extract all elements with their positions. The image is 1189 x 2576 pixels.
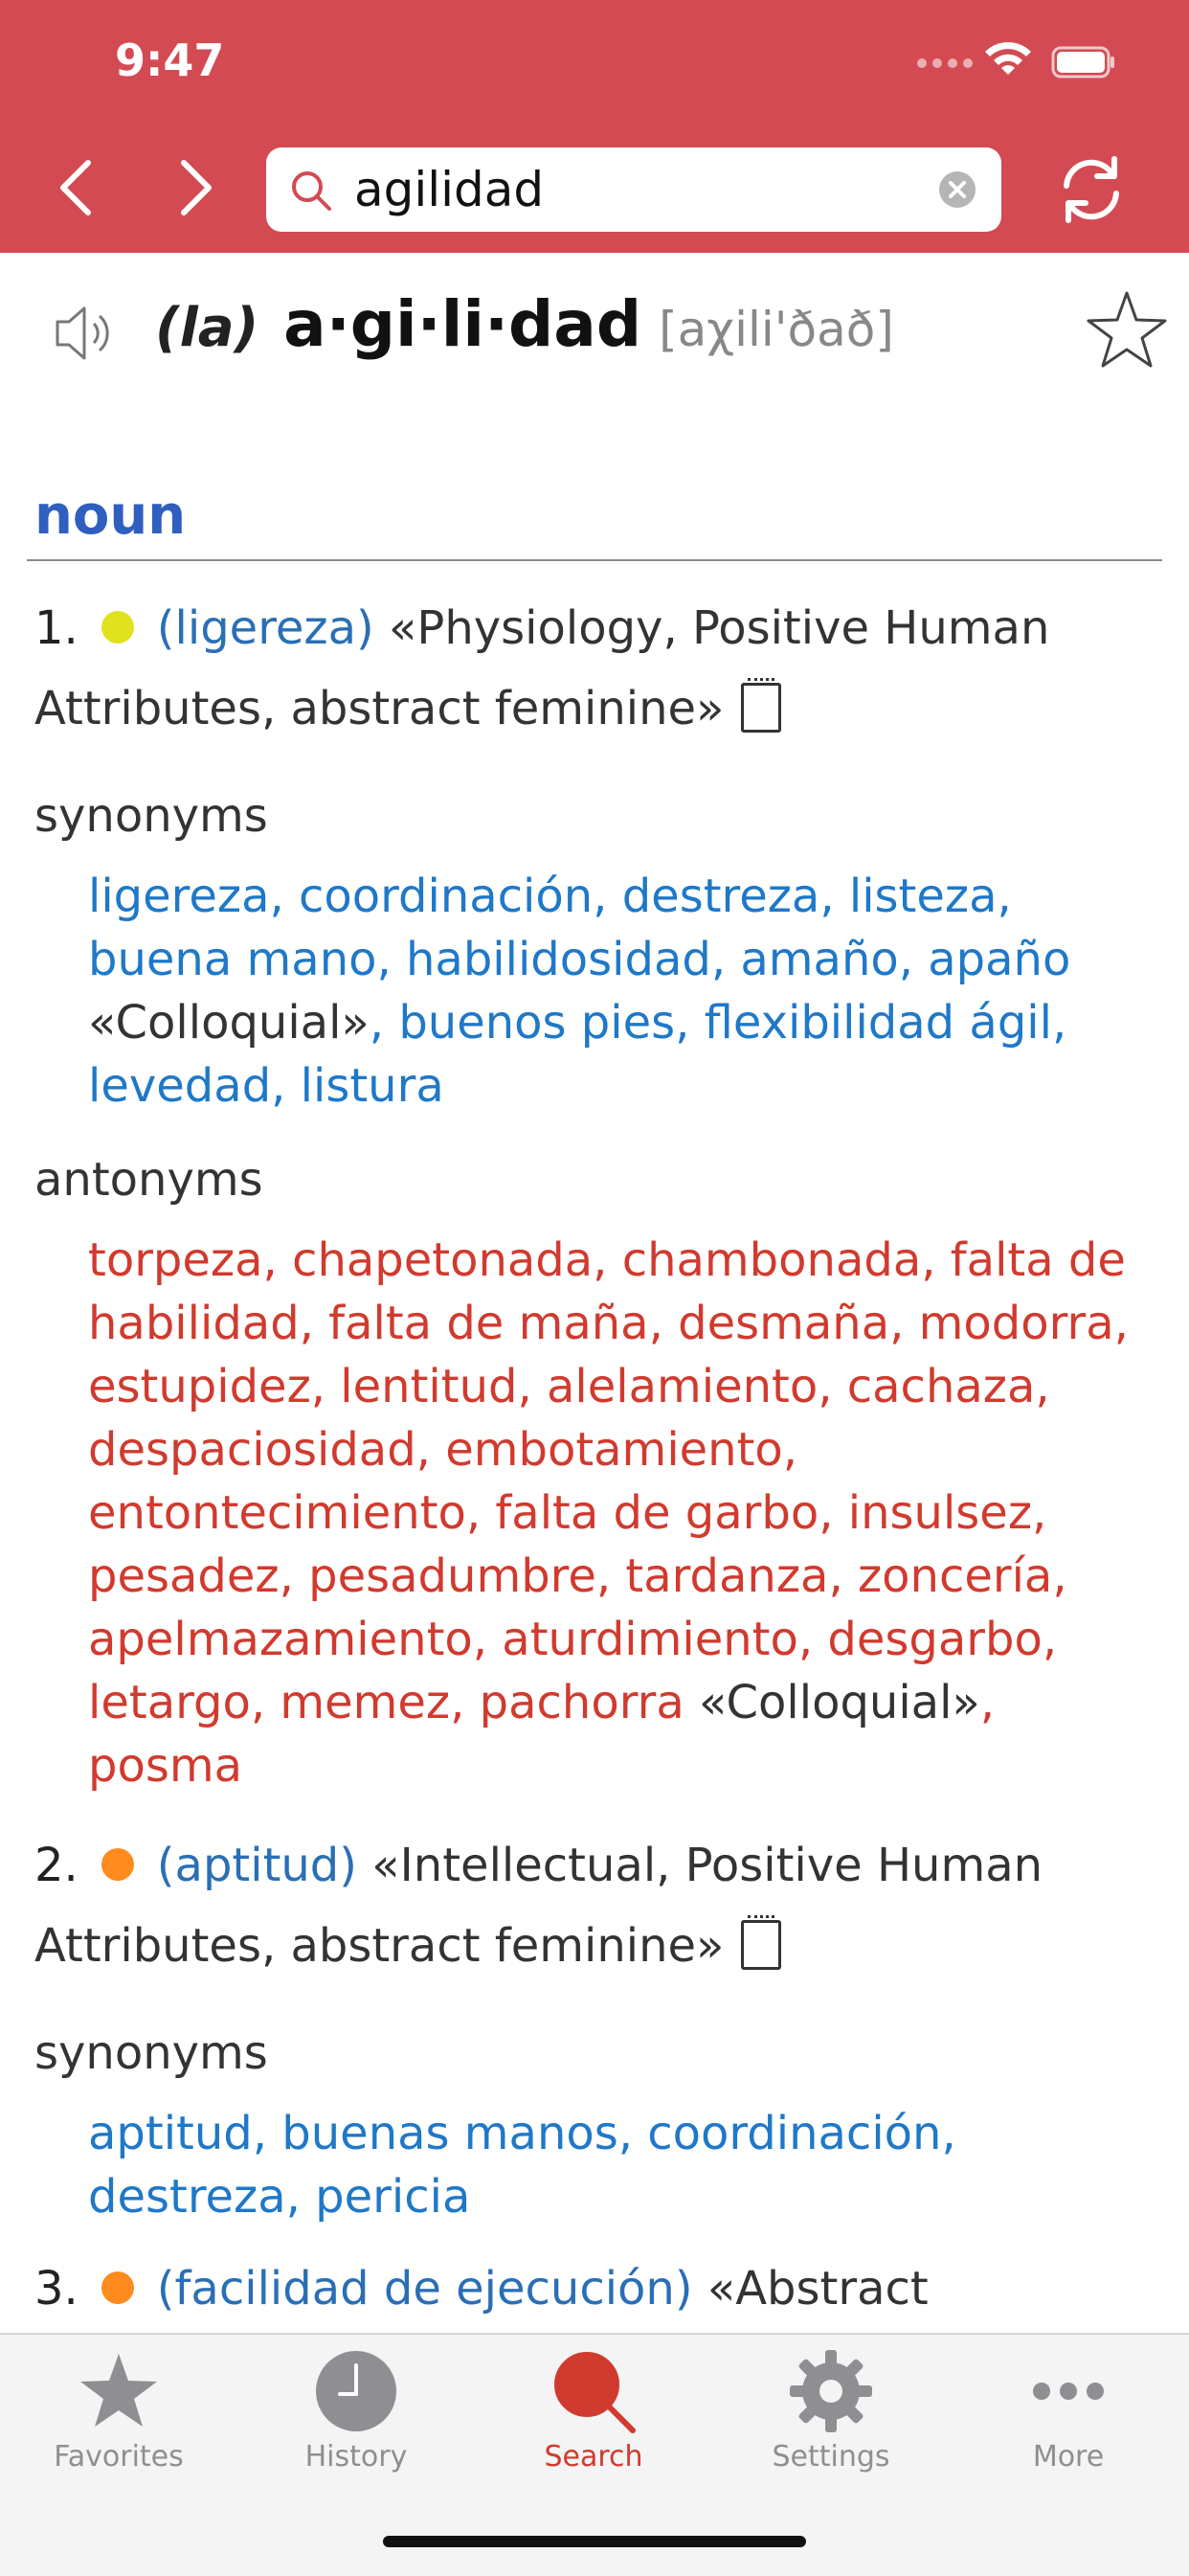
headword: a·gi·li·dad [283,287,642,361]
sense-number: 2. [34,1839,79,1892]
gear-icon [788,2348,874,2434]
speaker-icon[interactable] [50,297,123,370]
sense-label-cont: Attributes, abstract feminine» [34,682,725,735]
forward-button[interactable] [167,153,226,222]
frequency-dot-icon [101,1848,134,1881]
tab-settings[interactable] [712,2348,950,2474]
sense-3-header [34,2262,929,2316]
antonym-line[interactable]: pesadez, pesadumbre, tardanza, zoncería, [88,1549,1067,1603]
antonym-text: , [979,1676,996,1729]
antonym-line[interactable] [88,1676,995,1729]
note-icon[interactable] [741,1920,781,1970]
top-bar [0,0,1189,253]
synonym-line[interactable]: aptitud, buenas manos, coordinación, [88,2107,956,2160]
battery-icon [1051,46,1116,79]
search-input[interactable] [266,147,1001,232]
sense-gloss[interactable]: (ligereza) [156,601,374,655]
part-of-speech: noun [34,485,187,547]
sense-label: «Physiology, Positive Human [389,601,1050,655]
antonym-line[interactable]: habilidad, falta de maña, desmaña, modorra, [88,1297,1129,1350]
divider [27,559,1162,561]
tab-label: Search [544,2440,643,2474]
sense-label: «Intellectual, Positive Human [371,1839,1043,1892]
search-icon [550,2348,637,2434]
sense-gloss[interactable]: (aptitud) [156,1839,357,1892]
tab-label: History [304,2440,408,2474]
sense-label-cont: Attributes, abstract feminine» [34,1919,725,1973]
sense-number: 1. [34,601,79,655]
clear-icon[interactable] [938,170,976,209]
synonym-line[interactable]: destreza, pericia [88,2170,471,2224]
synonyms-heading: synonyms [34,2026,268,2080]
tab-label: Settings [772,2440,890,2474]
synonym-line[interactable]: ligereza, coordinación, destreza, listeza, [88,870,1012,923]
article: (la) [155,297,259,359]
cellular-signal-icon [917,56,978,73]
star-icon [76,2348,162,2434]
phonetic: [aχili'ðað] [659,302,894,357]
sense-label: «Abstract [707,2262,929,2316]
home-indicator [383,2536,806,2547]
tab-search[interactable] [475,2348,712,2474]
clock-icon [313,2348,399,2434]
register-tag: «Colloquial» [88,996,370,1050]
refresh-icon[interactable] [1053,151,1130,228]
antonym-line[interactable]: posma [88,1739,243,1793]
register-tag: «Colloquial» [684,1676,980,1729]
sense-gloss[interactable]: (facilidad de ejecución) [156,2262,693,2316]
synonyms-heading: synonyms [34,789,268,843]
synonym-line[interactable] [88,996,1066,1050]
back-button[interactable] [46,153,105,222]
antonym-line[interactable]: apelmazamiento, aturdimiento, desgarbo, [88,1613,1058,1666]
headword-line [155,287,894,361]
sense-2-header [34,1839,1043,1892]
tab-label: Favorites [54,2440,184,2474]
tab-history[interactable] [237,2348,475,2474]
antonym-line[interactable]: estupidez, lentitud, alelamiento, cachaza, [88,1360,1050,1413]
search-icon [287,167,335,215]
antonym-text[interactable]: letargo, memez, pachorra [88,1676,684,1729]
sense-number: 3. [34,2262,79,2316]
synonym-line[interactable]: buena mano, habilidosidad, amaño, apaño [88,933,1071,986]
antonym-line[interactable]: despaciosidad, embotamiento, [88,1423,798,1477]
favorite-star-icon[interactable] [1084,287,1170,373]
sense-1-label-cont [34,682,781,740]
tab-more[interactable] [950,2348,1187,2474]
antonym-line[interactable]: entontecimiento, falta de garbo, insulsez, [88,1486,1047,1540]
antonym-line[interactable]: torpeza, chapetonada, chambonada, falta de [88,1233,1126,1287]
search-query[interactable]: agilidad [354,162,545,217]
more-icon [1025,2348,1111,2434]
status-time: 9:47 [115,34,225,86]
note-icon[interactable] [741,683,781,733]
frequency-dot-icon [101,611,134,644]
tab-label: More [1032,2440,1105,2474]
antonyms-heading: antonyms [34,1153,263,1207]
synonym-text[interactable]: , buenos pies, flexibilidad ágil, [369,996,1067,1050]
sense-1-header [34,601,1049,655]
sense-2-label-cont [34,1919,781,1977]
synonym-line[interactable]: levedad, listura [88,1059,444,1113]
wifi-icon [982,40,1034,79]
tab-favorites[interactable] [0,2348,237,2474]
frequency-dot-icon [101,2271,134,2304]
